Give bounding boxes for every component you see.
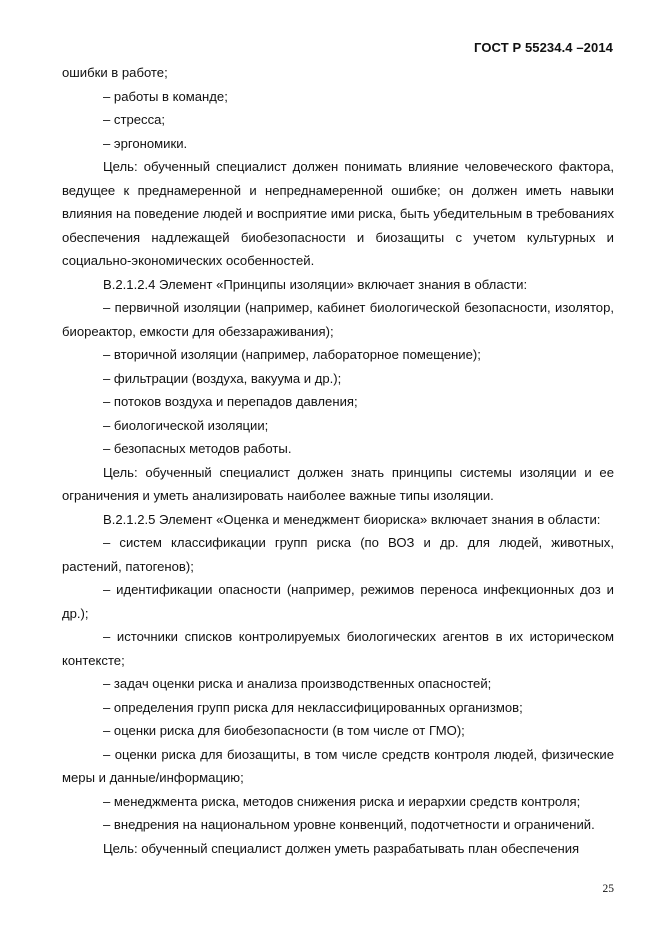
list-item: – задач оценки риска и анализа производственных опасностей; [103, 676, 492, 691]
list-item: – оценки риска для биобезопасности (в том числе от ГМО); [103, 723, 465, 738]
paragraph: – первичной изоляции (например, кабинет биологической безопасности, изолятор, биореактор, емкости для обеззараживания); [62, 300, 614, 339]
list-item: – внедрения на национальном уровне конвенций, подотчетности и ограничений. [103, 817, 595, 832]
list-item: – потоков воздуха и перепадов давления; [103, 394, 358, 409]
list-item: – фильтрации (воздуха, вакуума и др.); [103, 370, 342, 386]
paragraph: Цель: обученный специалист должен знать принципы системы изоляции и ее ограничения и уметь анализировать наиболее важные типы изоляции. [62, 464, 614, 503]
list-item: – безопасных методов работы. [103, 441, 292, 456]
paragraph: Цель: обученный специалист должен уметь разрабатывать план обеспечения [103, 840, 580, 856]
list-item: – стресса; [103, 112, 166, 127]
page-body [62, 61, 614, 860]
list-item: – эргономики. [103, 135, 188, 151]
list-item: – вторичной изоляции (например, лабораторное помещение); [103, 347, 481, 362]
list-item: – менеджмента риска, методов снижения риска и иерархии средств контроля; [103, 793, 581, 809]
paragraph: – источники списков контролируемых биологических агентов в их историческом контексте; [62, 629, 614, 668]
paragraph: ошибки в работе; [62, 65, 168, 80]
paragraph: Цель: обученный специалист должен понимать влияние человеческого фактора, ведущее к преднамеренной и непреднамеренной ошибке; он должен иметь навыки влияния на поведение людей и восприятие ими риска, быть убедительным в требованиях обеспечения надлежащей биобезопасности и биозащиты с учетом культурных и социально-экономических особенностей. [62, 159, 614, 268]
paragraph: – систем классификации групп риска (по ВОЗ и др. для людей, животных, растений, патогенов); [62, 535, 614, 574]
document-code-header: ГОСТ Р 55234.4 –2014 [474, 40, 613, 55]
list-item: – биологической изоляции; [103, 417, 269, 433]
paragraph: В.2.1.2.5 Элемент «Оценка и менеджмент биориска» включает знания в области: [103, 511, 601, 527]
list-item: – работы в команде; [103, 88, 228, 104]
paragraph: – оценки риска для биозащиты, в том числе средств контроля людей, физические меры и данные/информацию; [62, 746, 614, 785]
page-number: 25 [602, 883, 614, 895]
list-item: – определения групп риска для неклассифицированных организмов; [103, 699, 523, 715]
paragraph: В.2.1.2.4 Элемент «Принципы изоляции» включает знания в области: [103, 276, 528, 292]
paragraph: – идентификации опасности (например, режимов переноса инфекционных доз и др.); [62, 582, 614, 621]
